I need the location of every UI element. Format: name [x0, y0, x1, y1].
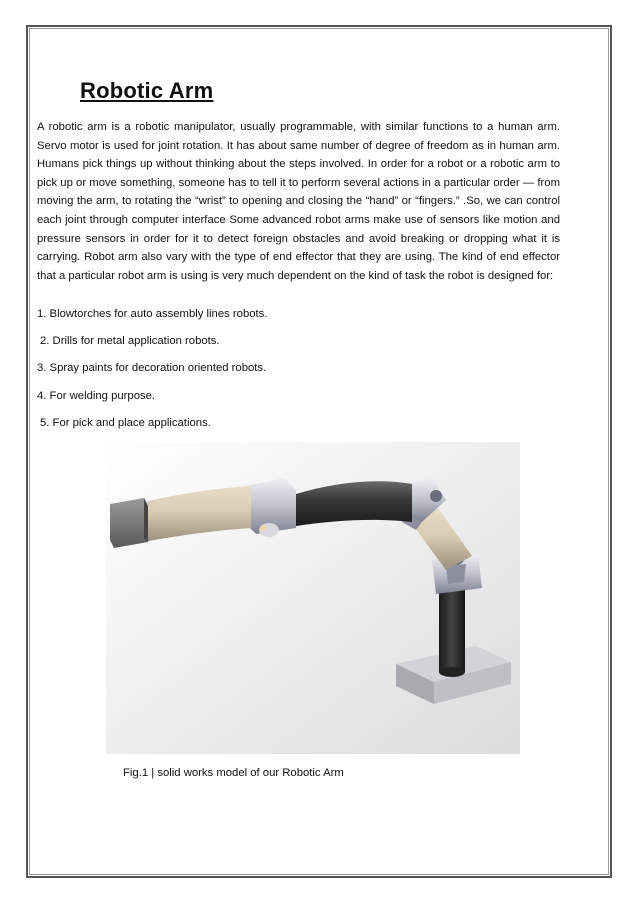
- list-item: 4. For welding purpose.: [37, 389, 156, 402]
- robot-end-cap: [110, 498, 148, 548]
- robot-wrist-joint: [244, 478, 296, 537]
- list-item: 3. Spray paints for decoration oriented robots.: [37, 362, 267, 375]
- list-item: 1. Blowtorches for auto assembly lines robots.: [37, 308, 268, 320]
- robot-vertical-column: [439, 590, 465, 677]
- page-title: Robotic Arm: [80, 78, 214, 103]
- robotic-arm-figure: [106, 442, 520, 754]
- list-item: 5. For pick and place applications.: [40, 416, 211, 429]
- list-item: 2. Drills for metal application robots.: [40, 335, 220, 348]
- end-effector-list: [37, 305, 267, 441]
- intro-paragraph: A robotic arm is a robotic manipulator, usually programmable, with similar functions to a human arm. Servo motor is used for joint rotation. It has about same number of degree of freedom as in human arm. Humans pick things up without thinking about the steps involved. In order for a robot or a robotic arm to pick up or move something, someone has to tell it to perform several actions in a particular order — from moving the arm, to rotating the “wrist” to opening and closing the “hand” or “fingers.” .So, we can control each joint through computer interface Some advanced robot arms make use of sensors like motion and pressure sensors in order for it to detect foreign obstacles and avoid breaking or dropping what it is carrying. Robot arm also vary with the type of end effector that they are using. The kind of end effector that a particular robot arm is using is very much dependent on the kind of task the robot is designed for:: [37, 121, 560, 282]
- figure-caption: Fig.1 | solid works model of our Robotic Arm: [123, 767, 344, 779]
